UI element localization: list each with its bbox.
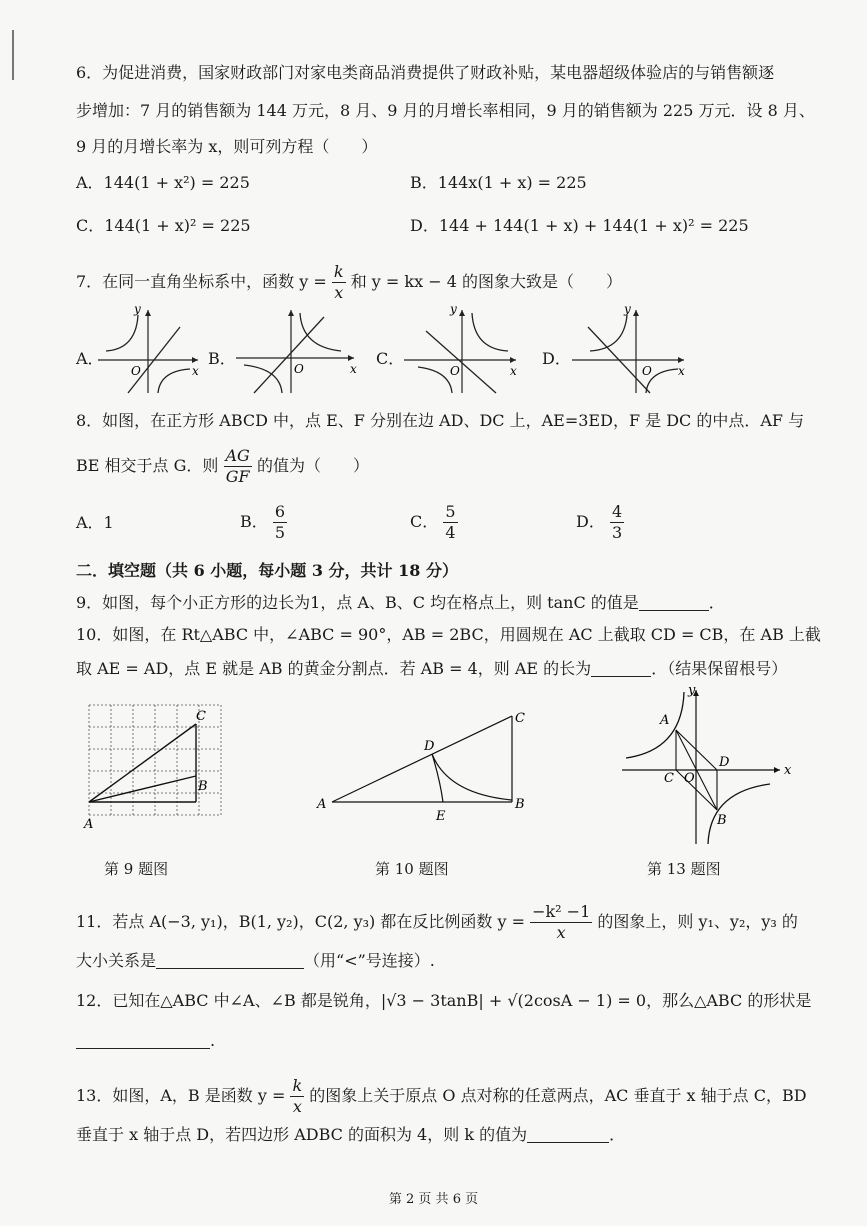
fig9-label-c: C [196, 709, 206, 724]
q12-end: . [210, 1031, 216, 1050]
q13-line-2 [76, 1124, 806, 1146]
q13-post: 的图象上关于原点 O 点对称的任意两点，AC 垂直于 x 轴于点 C，BD [309, 1086, 807, 1105]
q13-pre: 13．如图，A，B 是函数 y = [76, 1086, 286, 1105]
fig13-figure [620, 682, 800, 847]
fig10-label-d: D [424, 739, 435, 754]
q6-option-a: A．144(1 + x²) = 225 [76, 173, 250, 192]
q7-d-origin: O [642, 364, 652, 378]
q11-line2-end: （用“<”号连接）. [304, 951, 435, 970]
q6-option-d: D．144 + 144(1 + x) + 144(1 + x)² = 225 [410, 216, 749, 235]
q7-graph-b [236, 305, 361, 395]
q8-stem-post: 的值为（ ） [256, 456, 369, 475]
q8-option-a: A．1 [76, 513, 114, 532]
fig10-caption: 第 10 题图 [375, 860, 449, 878]
q8-option-b [240, 502, 287, 543]
q7-b-origin: O [294, 362, 304, 376]
q8-option-d-label: D． [576, 512, 605, 531]
q7-frac-num: k [333, 262, 344, 281]
q8-stem-pre: BE 相交于点 G．则 [76, 456, 219, 475]
fig13-label-b: B [717, 813, 727, 828]
q7-frac-den: x [334, 283, 344, 302]
fig9-grid-figure [84, 700, 224, 832]
q11-answer-blank[interactable] [156, 952, 304, 969]
q8-option-d-den: 3 [611, 523, 623, 542]
page-footer: 第 2 页 共 6 页 [388, 1192, 479, 1207]
fig10-triangle-figure [312, 700, 542, 830]
q6-line-1: 6．为促进消费，国家财政部门对家电类商品消费提供了财政补贴，某电器超级体验店的与销售额逐 [76, 63, 775, 82]
q10-line-2 [76, 658, 806, 680]
fig10-label-a: A [317, 797, 327, 812]
q7-a-x-label: x [192, 364, 199, 378]
q13-frac-den: x [292, 1097, 302, 1116]
q8-option-b-label: B． [240, 512, 268, 531]
q10-text: 取 AE = AD，点 E 就是 AB 的黄金分割点．若 AB = 4，则 AE 的长为 [76, 659, 592, 678]
q8-option-c-den: 4 [445, 523, 456, 542]
section-2-heading: 二．填空题（共 6 小题，每小题 3 分，共计 18 分） [76, 561, 458, 580]
q10-answer-blank[interactable] [591, 660, 651, 677]
fig13-label-a: A [660, 713, 670, 728]
q7-b-x-label: x [350, 362, 357, 376]
q7-graph-d [572, 302, 697, 395]
q9-end: ． [708, 593, 725, 612]
q10-end: ．（结果保留根号） [651, 659, 788, 678]
q8-frac-num: AG [225, 446, 250, 465]
q7-graph-c [404, 302, 529, 395]
q7-stem [76, 262, 806, 303]
q8-option-c [410, 502, 458, 543]
q8-line-1: 8．如图，在正方形 ABCD 中，点 E、F 分别在边 AD、DC 上，AE=3ED，F 是 DC 的中点．AF 与 [76, 411, 805, 430]
q13-frac-num: k [292, 1076, 303, 1095]
fig9-caption: 第 9 题图 [104, 860, 169, 878]
q7-label-b: B． [208, 349, 236, 368]
fig10-label-e: E [436, 809, 446, 824]
q11-fraction [530, 902, 592, 943]
q11-line2-text: 大小关系是 [76, 951, 157, 970]
q7-c-origin: O [450, 364, 460, 378]
q11-line-2 [76, 950, 806, 972]
q8-line-2 [76, 446, 806, 487]
q6-line-2: 步增加：7 月的销售额为 144 万元，8 月、9 月的月增长率相同，9 月的销售额为 225 万元．设 8 月、 [76, 101, 815, 120]
q7-label-a: A． [76, 349, 104, 368]
fig10-label-b: B [515, 797, 525, 812]
q9-text: 9．如图，每个小正方形的边长为1，点 A、B、C 均在格点上，则 tanC 的值是 [76, 593, 639, 612]
q12-answer-blank[interactable] [76, 1032, 210, 1049]
q10-line-1: 10．如图，在 Rt△ABC 中，∠ABC = 90°，AB = 2BC，用圆规在 AC 上截取 CD = CB，在 AB 上截 [76, 625, 821, 644]
fig13-caption: 第 13 题图 [647, 860, 721, 878]
q13-line-1 [76, 1076, 806, 1117]
q8-option-b-den: 5 [274, 523, 286, 542]
fig9-label-b: B [198, 779, 208, 794]
q7-d-y-label: y [624, 302, 631, 316]
fig10-label-c: C [515, 711, 525, 726]
q8-option-d-num: 4 [611, 502, 623, 521]
q11-frac-num: −k² −1 [532, 902, 591, 921]
q12-stem: 12．已知在△ABC 中∠A、∠B 都是锐角，|√3 − 3tanB| + √(2cosA − 1) = 0，那么△ABC 的形状是 [76, 991, 812, 1010]
q7-label-d: D． [542, 349, 571, 368]
q6-option-c: C．144(1 + x)² = 225 [76, 216, 251, 235]
q8-option-d-frac [610, 502, 624, 543]
fig9-label-a: A [84, 817, 94, 832]
q11-pre: 11．若点 A(−3, y₁)，B(1, y₂)，C(2, y₃) 都在反比例函数 y = [76, 912, 525, 931]
q11-post: 的图象上，则 y₁、y₂，y₃ 的 [597, 912, 798, 931]
fig13-label-c: C [664, 771, 674, 786]
q9-stem [76, 592, 806, 614]
q7-a-origin: O [131, 364, 141, 378]
q7-label-c: C． [376, 349, 405, 368]
fig13-label-d: D [719, 755, 730, 770]
q8-option-c-frac [443, 502, 457, 543]
q7-c-x-label: x [510, 364, 517, 378]
fig13-label-o: O [684, 771, 695, 786]
q7-stem-post: 和 y = kx − 4 的图象大致是（ ） [350, 272, 622, 291]
q8-option-b-num: 6 [274, 502, 286, 521]
q7-c-y-label: y [450, 302, 457, 316]
q8-fraction [224, 446, 252, 487]
q8-option-d [576, 502, 624, 543]
q7-a-y-label: y [134, 302, 141, 316]
q8-frac-den: GF [225, 467, 250, 486]
q7-fraction [332, 262, 346, 303]
q13-line2-text: 垂直于 x 轴于点 D，若四边形 ADBC 的面积为 4，则 k 的值为 [76, 1125, 528, 1144]
q9-answer-blank[interactable] [639, 594, 709, 611]
q13-line2-end: ． [609, 1125, 626, 1144]
q13-answer-blank[interactable] [527, 1126, 609, 1143]
q7-stem-pre: 7．在同一直角坐标系中，函数 y = [76, 272, 327, 291]
scan-edge-mark [12, 30, 14, 80]
q11-frac-den: x [556, 923, 566, 942]
fig13-label-x: x [784, 763, 792, 778]
q8-option-b-frac [273, 502, 287, 543]
q8-option-c-num: 5 [445, 502, 456, 521]
q7-d-x-label: x [678, 364, 685, 378]
q6-line-3: 9 月的月增长率为 x，则可列方程（ ） [76, 137, 378, 156]
q6-option-b: B．144x(1 + x) = 225 [410, 173, 587, 192]
q8-option-c-label: C． [410, 512, 439, 531]
q12-line-2 [76, 1030, 806, 1052]
q11-line-1 [76, 902, 806, 943]
fig13-label-y: y [688, 683, 696, 698]
q7-graph-a [98, 302, 208, 395]
q13-fraction [290, 1076, 304, 1117]
